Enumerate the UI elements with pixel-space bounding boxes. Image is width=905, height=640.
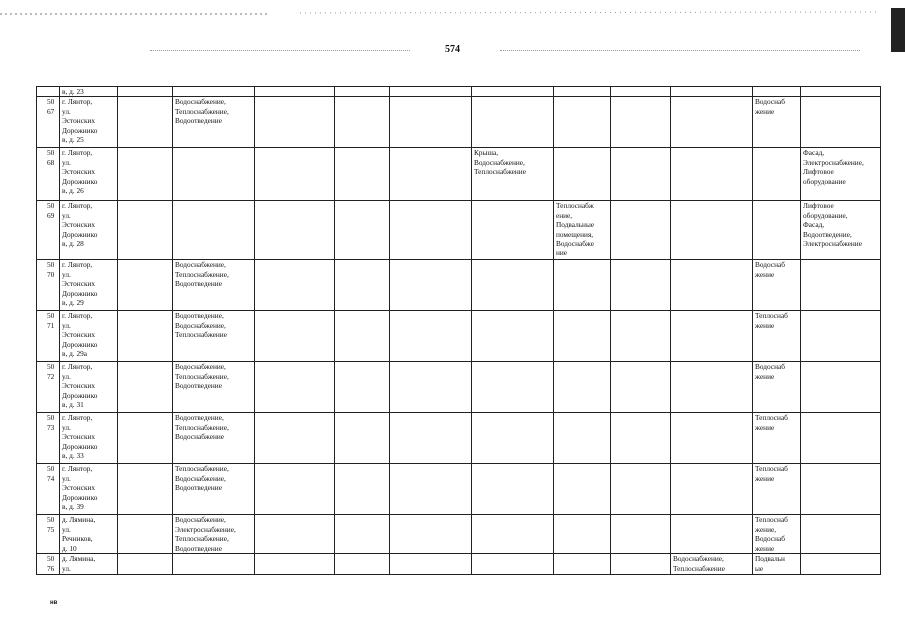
table-cell — [671, 464, 753, 515]
table-row — [37, 87, 881, 97]
table-cell — [173, 554, 255, 575]
table-cell — [472, 260, 554, 311]
table-cell — [753, 87, 801, 97]
address-cell: г. Лянтор, ул. Эстонских Дорожнико в, д. 25 — [60, 97, 118, 148]
row-number-cell: 50 70 — [37, 260, 60, 311]
table-cell: Водоснабжение, Электроснабжение, Теплоснабжение, Водоотведение — [173, 515, 255, 554]
table-cell — [335, 260, 390, 311]
table-cell — [335, 464, 390, 515]
table-cell: Водоотведение, Теплоснабжение, Водоснабжение — [173, 413, 255, 464]
table-cell — [335, 148, 390, 201]
data-table — [36, 86, 864, 575]
table-cell: Теплоснаб жение — [753, 413, 801, 464]
table-cell — [611, 311, 671, 362]
table-row — [37, 413, 881, 464]
table-cell — [671, 260, 753, 311]
table-cell — [554, 413, 611, 464]
table-cell — [118, 554, 173, 575]
table-cell — [554, 464, 611, 515]
address-cell: г. Лянтор, ул. Эстонских Дорожнико в, д. 29 — [60, 260, 118, 311]
row-number-cell: 50 75 — [37, 515, 60, 554]
table-cell — [671, 148, 753, 201]
table-cell — [611, 464, 671, 515]
table-cell: Фасад, Электроснабжение, Лифтовое оборудование — [801, 148, 881, 201]
table-cell — [335, 554, 390, 575]
table-cell: Крыша, Водоснабжение, Теплоснабжение — [472, 148, 554, 201]
table-cell — [390, 515, 472, 554]
table-cell — [554, 260, 611, 311]
table-cell — [335, 311, 390, 362]
table-cell — [390, 97, 472, 148]
table-cell — [611, 260, 671, 311]
table-cell — [472, 311, 554, 362]
table-cell: Водоснабжение, Теплоснабжение, Водоотведение — [173, 97, 255, 148]
table-cell — [255, 554, 335, 575]
table-cell — [801, 260, 881, 311]
table-cell — [472, 554, 554, 575]
table-cell — [118, 201, 173, 260]
table-cell — [335, 201, 390, 260]
table-body — [37, 87, 881, 575]
table-cell: Водоснаб жение — [753, 260, 801, 311]
table-row — [37, 260, 881, 311]
table-cell: Водоснабжение, Теплоснабжение, Водоотведение — [173, 362, 255, 413]
table-cell — [472, 464, 554, 515]
table-cell — [801, 362, 881, 413]
table-cell — [390, 201, 472, 260]
table-row — [37, 362, 881, 413]
scan-noise-strip — [0, 0, 905, 20]
table-cell: Водоснаб жение — [753, 97, 801, 148]
table-cell — [118, 311, 173, 362]
table-cell — [671, 311, 753, 362]
table-cell — [335, 413, 390, 464]
table-cell — [118, 260, 173, 311]
table-cell — [255, 362, 335, 413]
address-cell: д. Лямина, ул. Речников, д. 10 — [60, 515, 118, 554]
table-row — [37, 464, 881, 515]
table-cell — [753, 201, 801, 260]
row-number-cell: 50 69 — [37, 201, 60, 260]
address-cell: г. Лянтор, ул. Эстонских Дорожнико в, д. 28 — [60, 201, 118, 260]
table-cell — [611, 201, 671, 260]
address-cell: д. Лямина, ул. — [60, 554, 118, 575]
table-cell — [255, 87, 335, 97]
address-cell: г. Лянтор, ул. Эстонских Дорожнико в, д. 33 — [60, 413, 118, 464]
address-cell: г. Лянтор, ул. Эстонских Дорожнико в, д. 26 — [60, 148, 118, 201]
table-cell: Теплоснабж ение, Подвальные помещения, Водоснабже ние — [554, 201, 611, 260]
page-number: 574 — [445, 44, 460, 55]
table-cell — [801, 554, 881, 575]
table-cell — [801, 87, 881, 97]
table-cell: Теплоснаб жение, Водоснаб жение — [753, 515, 801, 554]
table-cell — [255, 413, 335, 464]
table-cell — [611, 554, 671, 575]
table-cell — [335, 97, 390, 148]
table-cell — [390, 464, 472, 515]
table-cell: Лифтовое оборудование, Фасад, Водоотведение, Электроснабжение — [801, 201, 881, 260]
table-cell — [335, 515, 390, 554]
table-cell — [472, 515, 554, 554]
table-cell — [390, 413, 472, 464]
table-cell — [801, 464, 881, 515]
table-cell — [472, 87, 554, 97]
table-cell: Водоснаб жение — [753, 362, 801, 413]
table-row — [37, 148, 881, 201]
table-cell: Подвальн ые — [753, 554, 801, 575]
table-row — [37, 311, 881, 362]
table-cell: Теплоснаб жение — [753, 464, 801, 515]
table-cell — [118, 97, 173, 148]
address-cell: в, д. 23 — [60, 87, 118, 97]
table-cell — [472, 201, 554, 260]
row-number-cell: 50 76 — [37, 554, 60, 575]
address-cell: г. Лянтор, ул. Эстонских Дорожнико в, д. 39 — [60, 464, 118, 515]
table-cell — [671, 201, 753, 260]
table-cell — [671, 515, 753, 554]
table-cell — [671, 362, 753, 413]
table-cell — [611, 515, 671, 554]
row-number-cell — [37, 87, 60, 97]
row-number-cell: 50 74 — [37, 464, 60, 515]
table-cell — [554, 515, 611, 554]
table-cell — [255, 260, 335, 311]
table-cell — [390, 148, 472, 201]
table-cell — [611, 362, 671, 413]
table-cell — [173, 148, 255, 201]
table-cell — [554, 97, 611, 148]
table-cell — [118, 413, 173, 464]
table-cell — [173, 87, 255, 97]
table-cell — [118, 362, 173, 413]
table-cell — [801, 97, 881, 148]
table-cell — [554, 148, 611, 201]
table-cell — [390, 87, 472, 97]
table-cell — [335, 362, 390, 413]
table-cell — [753, 148, 801, 201]
table-cell — [118, 515, 173, 554]
table-cell — [472, 97, 554, 148]
table-cell — [255, 311, 335, 362]
table-cell — [554, 362, 611, 413]
table-cell — [671, 413, 753, 464]
table-cell: Теплоснабжение, Водоснабжение, Водоотведение — [173, 464, 255, 515]
table-cell — [554, 554, 611, 575]
table-cell — [671, 97, 753, 148]
table-cell — [611, 148, 671, 201]
table-cell — [390, 260, 472, 311]
table-cell — [611, 87, 671, 97]
table-cell — [472, 362, 554, 413]
table-cell: Водоснабжение, Теплоснабжение — [671, 554, 753, 575]
table-cell — [118, 148, 173, 201]
table-cell — [255, 148, 335, 201]
row-number-cell: 50 72 — [37, 362, 60, 413]
row-number-cell: 50 67 — [37, 97, 60, 148]
table-cell — [335, 87, 390, 97]
table-cell: Водоснабжение, Теплоснабжение, Водоотведение — [173, 260, 255, 311]
table-cell — [472, 413, 554, 464]
table-row — [37, 515, 881, 554]
table-cell — [118, 87, 173, 97]
footer-mark: нв — [50, 600, 58, 606]
address-cell: г. Лянтор, ул. Эстонских Дорожнико в, д. 29а — [60, 311, 118, 362]
address-cell: г. Лянтор, ул. Эстонских Дорожнико в, д. 31 — [60, 362, 118, 413]
table-cell — [671, 87, 753, 97]
table-cell — [611, 97, 671, 148]
table-cell — [554, 87, 611, 97]
table-cell — [801, 515, 881, 554]
table-cell — [390, 362, 472, 413]
table-row — [37, 97, 881, 148]
table-cell — [611, 413, 671, 464]
table-cell — [390, 311, 472, 362]
table-cell: Водоотведение, Водоснабжение, Теплоснабжение — [173, 311, 255, 362]
row-number-cell: 50 68 — [37, 148, 60, 201]
row-number-cell: 50 71 — [37, 311, 60, 362]
table-cell — [801, 413, 881, 464]
table-cell — [801, 311, 881, 362]
table-cell — [255, 201, 335, 260]
table-cell: Теплоснаб жение — [753, 311, 801, 362]
table-cell — [255, 464, 335, 515]
table-cell — [118, 464, 173, 515]
table-cell — [255, 515, 335, 554]
row-number-cell: 50 73 — [37, 413, 60, 464]
table-row — [37, 201, 881, 260]
table-row — [37, 554, 881, 575]
table-cell — [390, 554, 472, 575]
table-cell — [255, 97, 335, 148]
table-cell — [554, 311, 611, 362]
table-cell — [173, 201, 255, 260]
